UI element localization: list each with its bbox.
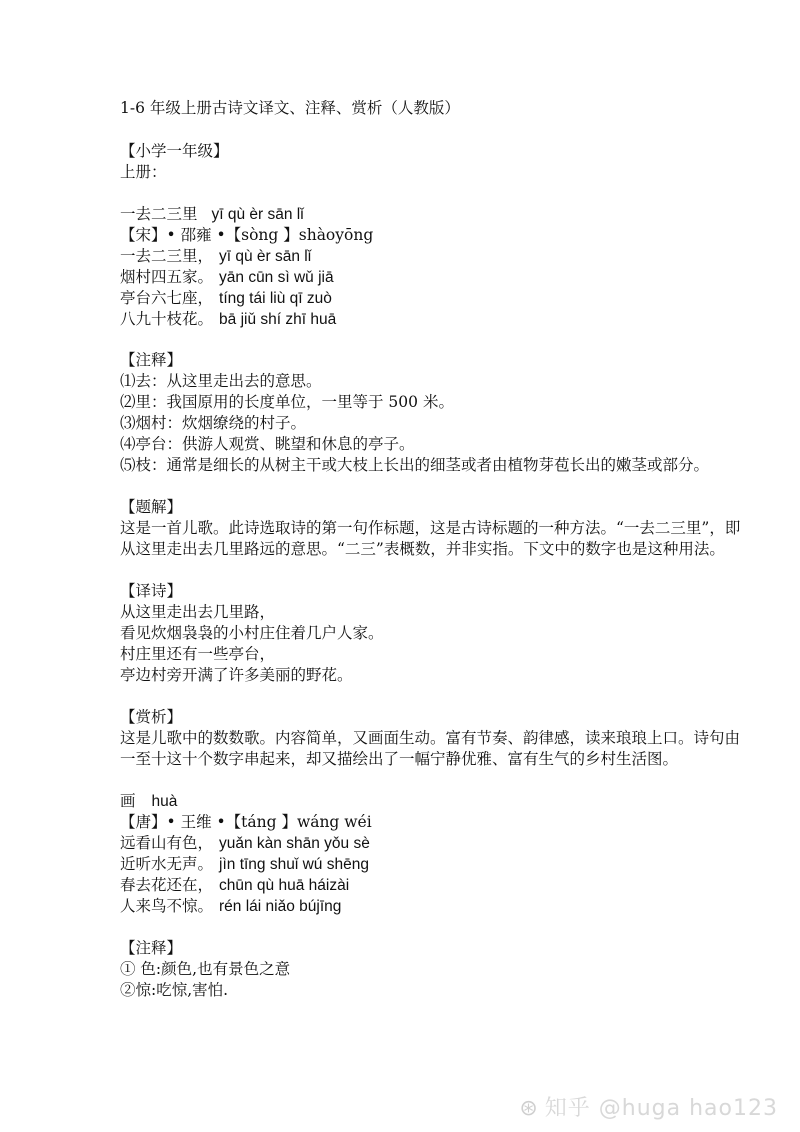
poem2-title-pinyin: huà: [151, 793, 178, 810]
note-item: ②惊:吃惊,害怕.: [120, 981, 229, 999]
poem-line-pinyin: rén lái niǎo bújīng: [219, 898, 342, 915]
poem1-title-text: 一去二三里: [120, 205, 198, 223]
poem-line-pinyin: bā jiǔ shí zhī huā: [219, 311, 337, 328]
translation-line: 看见炊烟袅袅的小村庄住着几户人家。: [120, 624, 384, 642]
translation-line: 村庄里还有一些亭台，: [120, 645, 276, 663]
poem-line-text: 近听水无声。: [120, 855, 214, 873]
poem1-line: [120, 245, 311, 268]
doc-title: 1-6 年级上册古诗文译文、注释、赏析（人教版）: [120, 99, 460, 117]
translation-line: 从这里走出去几里路，: [120, 603, 276, 621]
poem2-title: [120, 790, 177, 813]
poem2-notes-heading: 【注释】: [120, 939, 183, 957]
note-item: ⑵里：我国原用的长度单位，一里等于 500 米。: [120, 393, 454, 411]
poem-line-text: 烟村四五家。: [120, 268, 214, 286]
poem-line-pinyin: yuǎn kàn shān yǒu sè: [219, 835, 370, 852]
poem-line-pinyin: chūn qù huā háizài: [219, 877, 350, 894]
poem-line-pinyin: yān cūn sì wǔ jiā: [219, 269, 334, 286]
poem2-line: [120, 874, 349, 897]
poem1-title: [120, 203, 304, 226]
poem2-line: [120, 895, 341, 918]
theme-paragraph-line: 从这里走出去几里路远的意思。“二三”表概数，并非实指。下文中的数字也是这种用法。: [120, 540, 725, 558]
poem1-line: [120, 266, 334, 289]
watermark-text: 知乎 @huga hao123: [544, 1096, 778, 1121]
note-item: ⑶烟村：炊烟缭绕的村子。: [120, 414, 307, 432]
appreciation-line: 这是儿歌中的数数歌。内容简单，又画面生动。富有节奏、韵律感，读来琅琅上口。诗句由: [120, 729, 741, 747]
note-item: ⑴去：从这里走出去的意思。: [120, 372, 322, 390]
poem-line-text: 人来鸟不惊。: [120, 897, 214, 915]
theme-paragraph-line: 这是一首儿歌。此诗选取诗的第一句作标题，这是古诗标题的一种方法。“一去二三里”，即: [120, 519, 741, 537]
translation-heading: 【译诗】: [120, 582, 183, 600]
appreciation-line: 一至十这十个数字串起来，却又描绘出了一幅宁静优雅、富有生气的乡村生活图。: [120, 750, 679, 768]
appreciation-heading: 【赏析】: [120, 708, 183, 726]
poem1-line: [120, 308, 336, 331]
poem1-author: 【宋】• 邵雍 •【sòng 】shàoyōng: [120, 226, 374, 244]
poem-line-text: 远看山有色，: [120, 834, 214, 852]
poem1-title-pinyin: yī qù èr sān lǐ: [211, 206, 304, 223]
poem1-line: [120, 287, 332, 310]
poem1-notes-heading: 【注释】: [120, 351, 183, 369]
volume-label: 上册：: [120, 163, 167, 181]
poem-line-pinyin: yī qù èr sān lǐ: [219, 248, 312, 265]
poem-line-pinyin: jìn tīng shuǐ wú shēng: [219, 856, 369, 873]
theme-heading: 【题解】: [120, 498, 183, 516]
poem-line-text: 春去花还在，: [120, 876, 214, 894]
grade-heading: 【小学一年级】: [120, 142, 229, 160]
zhihu-logo-icon: ⊛: [519, 1096, 539, 1121]
poem2-line: [120, 853, 369, 876]
poem-line-pinyin: tíng tái liù qī zuò: [219, 290, 332, 307]
note-item: ⑸枝：通常是细长的从树主干或大枝上长出的细茎或者由植物芽苞长出的嫩茎或部分。: [120, 456, 710, 474]
poem-line-text: 亭台六七座，: [120, 289, 214, 307]
translation-line: 亭边村旁开满了许多美丽的野花。: [120, 666, 353, 684]
poem2-author: 【唐】• 王维 •【táng 】wáng wéi: [120, 813, 372, 831]
poem-line-text: 一去二三里，: [120, 247, 214, 265]
poem2-line: [120, 832, 370, 855]
note-item: ① 色:颜色,也有景色之意: [120, 960, 291, 978]
poem-line-text: 八九十枝花。: [120, 310, 214, 328]
watermark: [519, 1091, 778, 1122]
note-item: ⑷亭台：供游人观赏、眺望和休息的亭子。: [120, 435, 415, 453]
poem2-title-text: 画: [120, 792, 136, 810]
